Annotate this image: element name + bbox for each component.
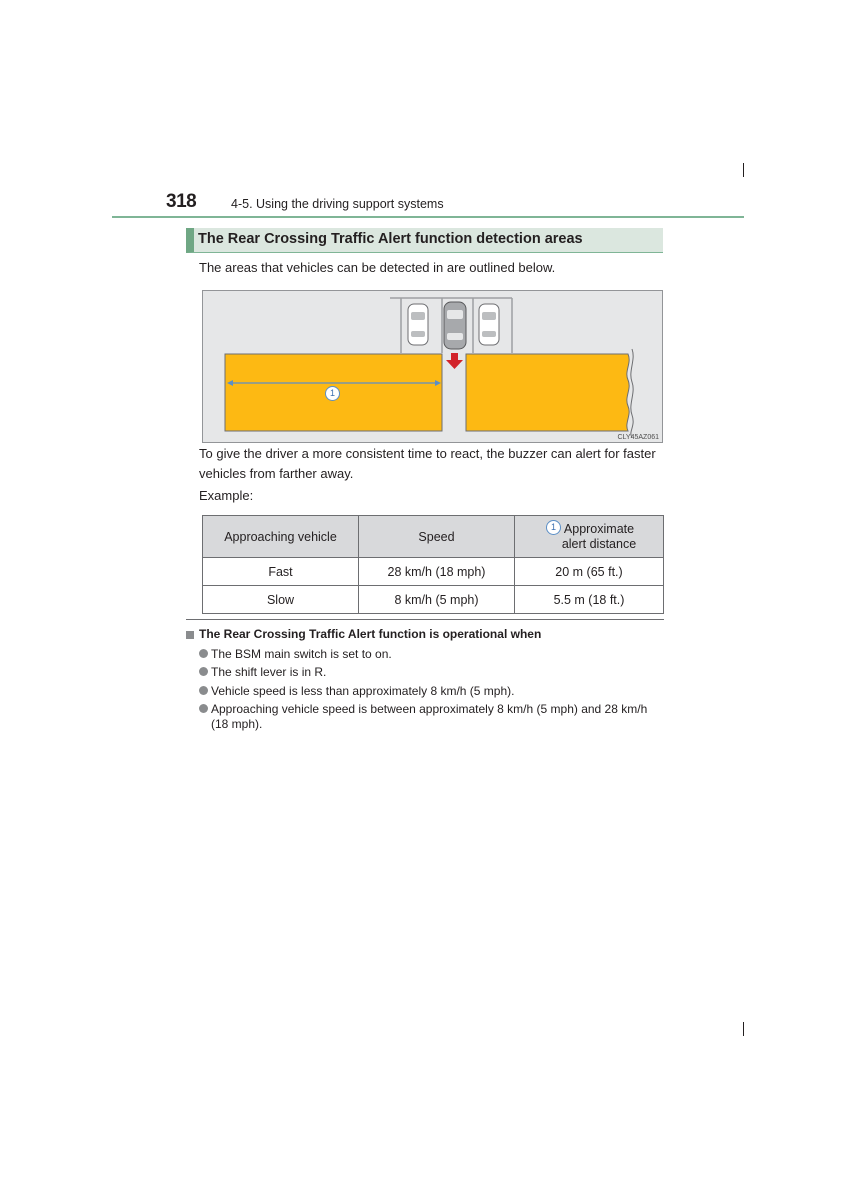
crop-mark-bottom [743, 1022, 744, 1036]
section-title: The Rear Crossing Traffic Alert function detection areas [198, 231, 583, 247]
list-item-text: Vehicle speed is less than approximately 8 km/h (5 mph). [211, 684, 515, 698]
detection-area-right [466, 354, 629, 431]
header-alert-distance [515, 516, 664, 558]
header-speed: Speed [359, 516, 515, 558]
wavy-cut-line [631, 349, 633, 437]
parked-car-left-icon [408, 304, 428, 345]
list-item-continuation: (18 mph). [211, 717, 263, 731]
header-rule [112, 216, 744, 218]
bullet-dot-icon [199, 686, 208, 695]
header-marker: 1 [546, 520, 561, 535]
square-bullet-icon [186, 631, 194, 639]
reversing-car-icon [444, 302, 466, 349]
header-approaching-vehicle: Approaching vehicle [203, 516, 359, 558]
list-item [199, 684, 665, 699]
body-line-1: To give the driver a more consistent time to react, the buzzer can alert for faster [199, 446, 656, 461]
detection-area-diagram [203, 291, 664, 444]
list-item-text: The BSM main switch is set to on. [211, 647, 392, 661]
header-alert-distance-text: alert distance [561, 536, 637, 551]
table-header-row [203, 516, 664, 558]
section-divider [186, 619, 664, 620]
body-line-2: vehicles from farther away. [199, 466, 354, 481]
detection-area-figure [202, 290, 663, 443]
crop-mark-top [743, 163, 744, 177]
header-approximate: Approximate [563, 521, 635, 536]
conditions-title: The Rear Crossing Traffic Alert function is operational when [199, 627, 542, 641]
cell-distance: 20 m (65 ft.) [515, 558, 664, 586]
list-item [199, 647, 665, 662]
page-number: 318 [166, 191, 197, 212]
dimension-label-marker: 1 [325, 386, 340, 401]
bullet-dot-icon [199, 649, 208, 658]
parked-car-right-icon [479, 304, 499, 345]
section-heading [186, 228, 663, 253]
table-row [203, 558, 664, 586]
bullet-dot-icon [199, 704, 208, 713]
list-item-text: Approaching vehicle speed is between approximately 8 km/h (5 mph) and 28 km/h [211, 702, 648, 716]
cell-vehicle: Slow [203, 586, 359, 614]
figure-code: CLY45AZ061 [617, 434, 659, 441]
cell-speed: 8 km/h (5 mph) [359, 586, 515, 614]
table-row [203, 586, 664, 614]
cell-vehicle: Fast [203, 558, 359, 586]
cell-speed: 28 km/h (18 mph) [359, 558, 515, 586]
list-item [199, 702, 665, 732]
bullet-dot-icon [199, 667, 208, 676]
reverse-direction-arrow-icon [446, 353, 463, 369]
list-item [199, 665, 665, 680]
chapter-title: 4-5. Using the driving support systems [231, 197, 444, 211]
example-label: Example: [199, 488, 254, 503]
list-item-text: The shift lever is in R. [211, 665, 327, 679]
intro-text: The areas that vehicles can be detected in are outlined below. [199, 260, 556, 275]
alert-distance-table [202, 515, 664, 614]
cell-distance: 5.5 m (18 ft.) [515, 586, 664, 614]
